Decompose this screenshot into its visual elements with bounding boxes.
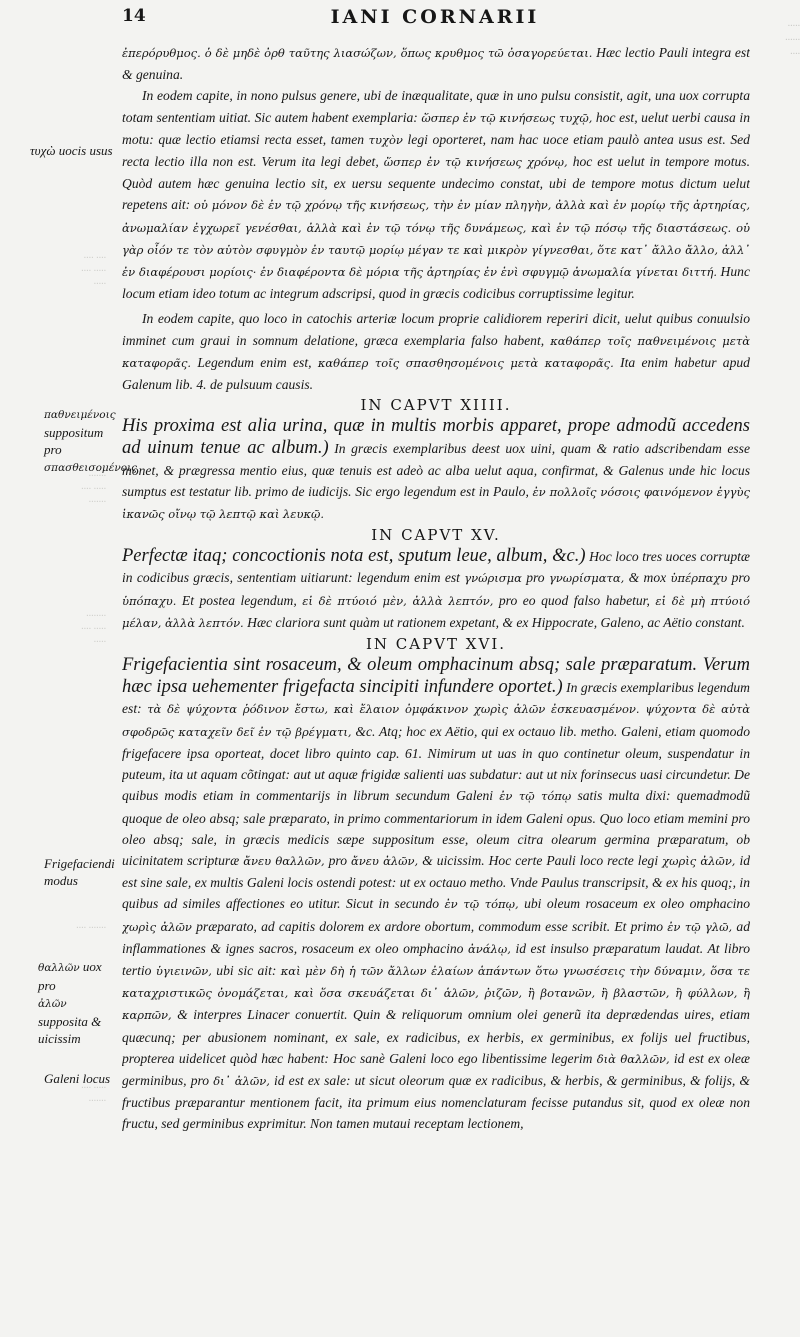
greek-text: ἄνευ θαλλῶν, [243,853,325,868]
greek-text: καὶ μὲν δὴ ἡ τῶν ἄλλων ἐλαίων ἁπάντων ὅτω γνωσέσεις τὴν δύναμιν, ὅσα τε καταχριστικῶς ὀνομάζεται, καὶ ὅσα σκευάζεται δι᾽ ἁλῶν, ῥιζῶν, ἢ βοτανῶν, ἢ βλαστῶν, ἢ φύλλων, ἢ καρπῶν, [122,963,750,1023]
paragraph [122,85,750,304]
margin-note [44,405,138,477]
margin-note-text: uox pro [38,959,102,993]
paragraph [122,308,750,395]
running-head: IANI CORNARII [330,6,540,28]
section-heading: IN CAPVT XV. [371,526,501,545]
latin-text: id est insulso præparatum laudat. At libro tertio [122,940,750,978]
show-through-text: ···· ····· ······· [81,1083,106,1107]
latin-text: Et postea legendum, [181,592,297,608]
lemma: Frigefacientia sint rosaceum, & oleum omphacinum absq; sale præparatum. Verum hæc ipsa uehementer frigefacta sincipiti infundere oportet.) [122,655,750,698]
greek-text: ἄνευ ἀλῶν, [350,853,419,868]
paragraph [122,545,750,634]
show-through-text: ····· ······ ···· [785,21,800,60]
greek-text: ἐπερόρυθμος. ὁ δὲ μηδὲ ὀρθ ταῦτης λιασώζων, ὅπως κρυθμος τῶ ὀσαγορεύεται. [122,46,593,60]
greek-text: καθάπερ τοῖς παθνειμένοις μετὰ καταφορᾶς. [122,333,750,370]
latin-text: ad inflammationes & ignes sacros, rosaceum ex oleo omphacino [122,918,750,956]
show-through-text: ···· ···· ···· ····· ····· [81,253,106,290]
latin-text: Hæc clariora sunt quàm ut rationem expetant, & ex Hippocrate, Galeno, ac Aëtio constant. [247,614,745,630]
paragraph [122,415,750,525]
latin-text: Hoc loco tres uoces corruptæ in codicibus græcis, sententiam uitiarunt: legendum enim est [122,549,750,586]
margin-note-text: suppositum pro [44,425,104,457]
lemma: His proxima est alia urina, quæ in multis morbis apparet, prope admodũ accedens ad uinum tenue ac album.) [122,416,750,459]
latin-text: In græcis exemplaribus legendum est: [122,680,750,717]
latin-text: pro [328,852,348,868]
greek-text: χωρὶς ἀλῶν [122,919,192,934]
latin-text: & mox [628,570,667,586]
latin-text: hoc est, uelut uerbi causa in motu: quæ lectio etiamsi recta esset, tamen [122,109,750,147]
page-header [120,4,750,30]
latin-text: Hunc locum etiam ideo totum ac integrum adscripsi, quod in græcis codicibus corruptissime legitur. [122,264,750,302]
latin-text: Ita enim habetur apud Galenum lib. 4. de pulsuum causis. [122,354,750,393]
paragraph [122,654,750,1134]
latin-text: ubi oleum rosaceum ex oleo omphacino [524,896,750,912]
margin-note-greek: θαλλῶν [38,962,80,974]
section-heading: IN CAPVT XVI. [365,635,507,654]
margin-note-text: Frigefaciendi modus [44,856,115,888]
margin-note [38,958,116,1047]
section-heading: IN CAPVT XIIII. [360,396,512,415]
latin-text: In eodem capite, in nono pulsus genere, ubi de inæqualitate, quæ in uno pulsu consistit, agit, una uox corrupta totam sententiam uitiat. Sic autem habent exemplaria: [122,88,750,125]
latin-text: pro [526,570,545,586]
greek-text: οὐ μόνον δὲ ἐν τῷ χρόνῳ τῆς κινήσεως, τὴν ἐν μίαν πληγὴν, ἀλλὰ καὶ ἐν μορίῳ τῆς ἀρτηρίας, ἀνωμαλίαν ἐγχωρεῖ γενέσθαι, ἀλλὰ καὶ ἐν τῷ τόνῳ τῆς δυνάμεως, καὶ ἐν τῷ πόσῳ τῆς διαστάσεως. οὐ γὰρ οἷόν τε τὸν αὐτὸν σφυγμὸν ἐν ταυτῷ μορίῳ μέγαν τε καὶ μικρὸν γίγνεσθαι, ὅτε κατ᾽ ἄλλο ἄλλο, ἀλλ᾽ ἐν διαφέρουσι μορίοις· ἐν διαφέροντα δὲ μόρια τῆς ἀρτηρίας ἐν ἑνὶ σφυγμῷ ἀνωμαλία γίνεται διττή. [122,198,750,280]
page-number: 14 [122,6,146,26]
margin-note-text: Galeni locus [44,1071,111,1086]
latin-text: satis multa dixi: quemadmodũ quoque de oleo absq; sale præparato, in primo commentariorum in idem Galeni opus. Quo loco etiam memini pro oleo absq; sale, in græcis medicis sæpe suppositum esse, oleum citra olearum germina præparatum, ob uicinitatem scripturæ [122,788,750,868]
margin-note-greek: ἀλῶν [38,998,67,1010]
latin-text: id est ex sale: ut sicut oleorum quæ ex radicibus, & herbis, & germinibus, & folijs, & fructibus præparantur mentionem facit, ita primum eius nomenclaturam fecisse putandus sit, quod ex oleæ non fructu, sed germinibus exprimitur. Non tamen mutaui receptam lectionem, [122,1072,750,1132]
margin-note-greek: σπασθεισομένοις [44,462,138,474]
latin-text: id est sine sale, ex multis Galeni locis ostendi potest: ut ex octauo metho. Vnde Paulus transcripsit, & ex his quoq;, in quibus ad similes affectiones eo utitur. Sicut in secundo [122,852,750,912]
greek-text: ὥσπερ ἐν τῷ κινήσεως τυχῷ, [421,110,593,125]
margin-note-text: τυχὼ uocis usus [30,143,113,158]
greek-text: ἐν τῷ τόπῳ [499,789,572,804]
greek-text: γνώρισμα [464,571,522,586]
greek-text: ὑπόπαχυ. [122,593,177,608]
greek-text: χωρὶς ἀλῶν, [662,853,736,868]
main-text [122,42,750,1332]
latin-text: ubi sic ait: [216,962,277,978]
greek-text: ἐν τῷ τόπῳ, [444,897,519,912]
greek-text: δι᾽ ἀλῶν, [213,1073,270,1088]
latin-text: Hæc lectio Pauli integra est & genuina. [122,45,750,83]
margin-note-text: supposita & uicissim [38,1014,102,1046]
greek-text: γνωρίσματα, [548,571,625,586]
greek-text: εἰ δὲ μὴ πτύοιό μέλαν, ἀλλὰ λεπτόν. [122,593,750,630]
greek-text: ὑγιεινῶν, [155,963,212,978]
show-through-text: ···· ······· [76,923,106,934]
latin-text: hoc est uelut in tempore motus. Quòd autem hæc genuina lectio sit, ex uersu sequente undecimo constat, ubi de tempore motus dictum uelut repetens ait: [122,154,750,213]
margin-note [44,855,116,889]
greek-text: ὑπέρπαχυ [670,571,728,586]
greek-text: διὰ θαλλῶν, [596,1051,670,1066]
latin-text: &c. Atq; hoc ex Aëtio, qui ex octauo lib. metho. Galeni, etiam quomodo frigefacere ipsa oporteat, docet libro quinto cap. 61. Nimirum ut uas in quo continetur oleum, suspendatur in puteum, ita ut aquam cõtingat: aut ut aquæ frigidæ salienti uas subdatur: aut ut nix forinsecus uasi circundetur. De quibus modis etiam in commentarijs in librum secundum Galeni [122,723,750,804]
latin-text: præparato, ad capitis dolorem ex ardore obortum, commodum esse scribit. Et primo [196,918,664,934]
latin-text: & interpres Linacer conuertit. Quin & reliquorum omnium olei generũ ita deprædendas uires, etiam quæcunq; per abusionem nominant, ex sale, ex radicibus, ex herbis, ex germinibus, ex folijs uel fructibus, propterea uidelicet quòd hæc habent: Hoc sanè Galeni loco ego libentissime legerim [122,1007,750,1066]
latin-text: Legendum enim est, [197,354,312,370]
latin-text: pro eo quod falso habetur, [498,592,650,608]
greek-text: καθάπερ τοῖς σπασθησομένοις μετὰ καταφορᾶς. [317,355,614,370]
margin-note-greek: παθνειμένοις [44,409,116,421]
latin-text: pro [731,570,750,586]
greek-text: τὰ δὲ ψύχοντα ῥόδινον ἔστω, καὶ ἔλαιον ὀμφάκινον χωρὶς ἀλῶν ἐσκευασμένον. ψύχοντα δὲ αὐτὰ σφοδρῶς καταχεῖν δεῖ ἐν τῷ βρέγματι, [122,702,750,739]
latin-text: legi oporteret, nam hac uoce etiam paulò antea usus est. Sed recta lectio illa non est. Verum ita legi debet, [122,131,750,170]
latin-text: In eodem capite, quo loco in catochis arteriæ locum proprie calidiorem reperiri dicit, uelut quibus conuulsio imminet cum graui in somnum delatione, græca exemplaria falso habent, [122,311,750,348]
greek-text: ὥσπερ ἐν τῷ κινήσεως χρόνῳ, [383,155,568,170]
latin-text: & uicissim. Hoc certe Pauli loco recte legi [422,852,659,868]
greek-text: ἀνάλῳ, [468,941,511,956]
show-through-text: ······· ···· ····· ······· [81,471,106,508]
latin-text: id est ex oleæ germinibus, pro [122,1050,750,1088]
lemma: Perfectæ itaq; concoctionis nota est, sputum leue, album, &c.) [122,546,586,567]
margin-note [44,1070,116,1087]
greek-text: εἰ δὲ πτύοιό μὲν, ἀλλὰ λεπτόν, [302,593,494,608]
greek-text: τυχὸν [368,132,403,147]
greek-text: ἐν τῷ γλῶ, [667,919,733,934]
greek-text: ἐν πολλοῖς νόσοις φαινόμενον ἐγγὺς ἱκανῶς οἴνῳ τῷ λεπτῷ καὶ λευκῷ. [122,484,750,522]
paragraph [122,42,750,85]
show-through-text: ········ ···· ····· ····· [81,611,106,648]
latin-text: In græcis exemplaribus deest uox uini, quam & ratio adscribendam esse monet, & prægressa mentio eius, quæ tenuis est adeò ac alba uelut aqua, confirmat, & Galenus unde hic locus sumptus est testatur lib. primo de iudicijs. Sic ergo legendum est in Paulo, [122,441,750,499]
